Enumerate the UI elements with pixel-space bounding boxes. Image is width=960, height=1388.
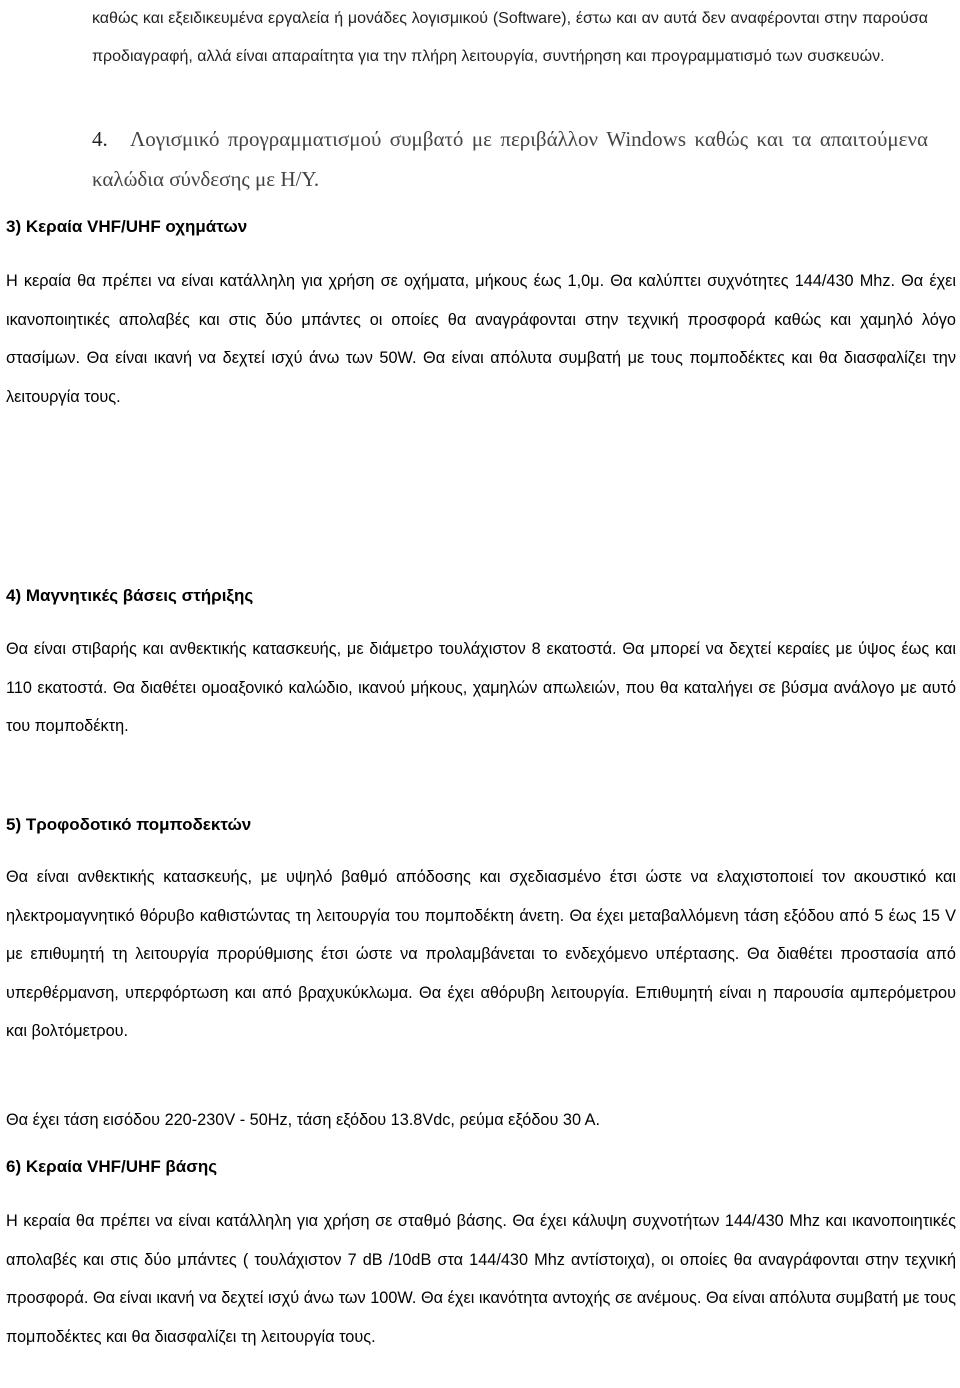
list-item-number: 4.: [92, 127, 108, 151]
section-paragraph-4: Θα είναι στιβαρής και ανθεκτικής κατασκευής, με διάμετρο τουλάχιστον 8 εκατοστά. Θα μπορεί να δεχτεί κεραίες με ύψος έως και 110 εκατοστά. Θα διαθέτει ομοαξονικό καλώδιο, ικανού μήκους, χαμηλών απωλειών, που θα καταλήγει σε βύσμα ανάλογο με αυτό του πομποδέκτη.: [6, 640, 956, 735]
section-paragraph-6: Η κεραία θα πρέπει να είναι κατάλληλη για χρήση σε σταθμό βάσης. Θα έχει κάλυψη συχνοτήτων 144/430 Mhz και ικανοποιητικές απολαβές και στις δύο μπάντες ( τουλάχιστον 7 dB /10dB στα 144/430 Mhz αντίστοιχα), οι οποίες θα αναγράφονται στην τεχνική προσφορά. Θα είναι ικανή να δεχτεί ισχύ άνω των 100W. Θα έχει ικανότητα αντοχής σε ανέμους. Θα είναι απόλυτα συμβατή με τους πομποδέκτες και θα διασφαλίζει τη λειτουργία τους.: [6, 1212, 956, 1346]
section-paragraph-3: Η κεραία θα πρέπει να είναι κατάλληλη για χρήση σε οχήματα, μήκους έως 1,0μ. Θα καλύπτει συχνότητες 144/430 Mhz. Θα έχει ικανοποιητικές απολαβές και στις δύο μπάντες οι οποίες θα αναγράφονται στην τεχνική προσφορά καθώς και χαμηλό λόγο στασίμων. Θα είναι ικανή να δεχτεί ισχύ άνω των 50W. Θα είναι απόλυτα συμβατή με τους πομποδέκτες και θα διασφαλίζει την λειτουργία τους.: [6, 272, 956, 406]
section-heading-3: 3) Κεραία VHF/UHF οχημάτων: [6, 217, 248, 236]
list-item-4: [92, 119, 928, 199]
section-heading-6: 6) Κεραία VHF/UHF βάσης: [6, 1157, 218, 1176]
continuation-paragraph: καθώς και εξειδικευμένα εργαλεία ή μονάδες λογισμικού (Software), έστω και αν αυτά δεν αναφέρονται στην παρούσα προδιαγραφή, αλλά είναι απαραίτητα για την πλήρη λειτουργία, συντήρηση και προγραμματισμό των συσκευών.: [92, 10, 928, 65]
section-heading-4: 4) Μαγνητικές βάσεις στήριξης: [6, 586, 254, 605]
list-item-text: Λογισμικό προγραμματισμού συμβατό με περιβάλλον Windows καθώς και τα απαιτούμενα καλώδια σύνδεσης με Η/Υ.: [92, 127, 928, 191]
section-paragraph-5a: Θα είναι ανθεκτικής κατασκευής, με υψηλό βαθμό απόδοσης και σχεδιασμένο έτσι ώστε να ελαχιστοποιεί τον ακουστικό και ηλεκτρομαγνητικό θόρυβο καθιστώντας τη λειτουργία του πομποδέκτη άνετη. Θα έχει μεταβαλλόμενη τάση εξόδου από 5 έως 15 V με επιθυμητή τη λειτουργία προρύθμισης έτσι ώστε να προλαμβάνεται το ενδεχόμενο υπέρτασης. Θα διαθέτει προστασία από υπερθέρμανση, υπερφόρτωση και από βραχυκύκλωμα. Θα έχει αθόρυβη λειτουργία. Επιθυμητή είναι η παρουσία αμπερόμετρου και βολτόμετρου.: [6, 868, 956, 1040]
section-heading-5: 5) Τροφοδοτικό πομποδεκτών: [6, 815, 252, 834]
section-paragraph-5b: Θα έχει τάση εισόδου 220-230V - 50Hz, τάση εξόδου 13.8Vdc, ρεύμα εξόδου 30 Α.: [6, 1111, 601, 1129]
